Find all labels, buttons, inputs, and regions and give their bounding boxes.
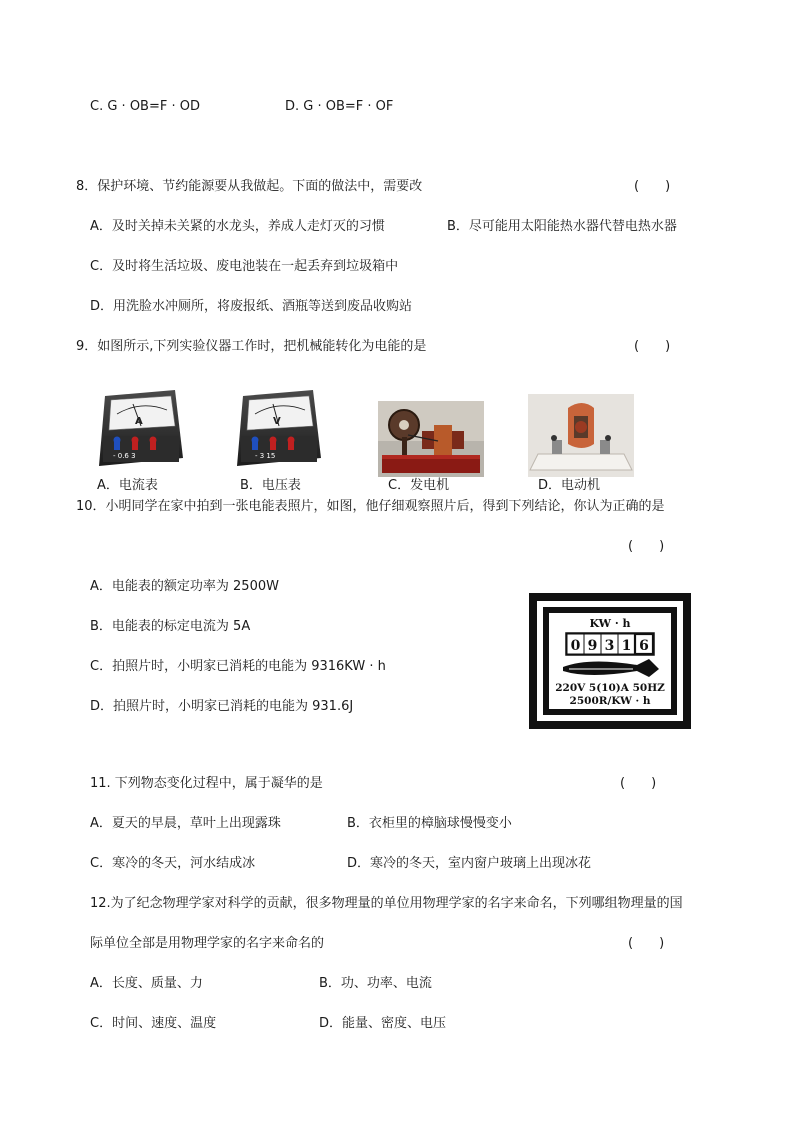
voltmeter-letter: V [273,416,281,427]
meter-spec-line-1: 220V 5(10)A 50HZ [555,682,665,694]
q8-option-a: A．及时关掉未关紧的水龙头，养成人走灯灭的习惯 [90,219,385,234]
meter-digits [567,634,653,654]
q9-caption-b: B．电压表 [240,478,301,493]
generator-image [378,401,484,477]
q7-option-c: C. G · OB=F · OD [90,99,200,114]
q11-answer-paren: ( ) [620,776,657,791]
q10-answer-paren: ( ) [628,539,665,554]
motor-image [528,394,634,477]
q12-option-a: A．长度、质量、力 [90,976,203,991]
meter-digit: 9 [587,638,598,654]
q10-option-b: B．电能表的标定电流为 5A [90,619,251,634]
q8-option-b: B．尽可能用太阳能热水器代替电热水器 [447,219,677,234]
q10-stem: 10．小明同学在家中拍到一张电能表照片，如图，他仔细观察照片后，得到下列结论，你认为正确的是 [76,499,665,514]
q12-option-d: D．能量、密度、电压 [319,1016,447,1031]
q11-option-d: D．寒冷的冬天，室内窗户玻璃上出现冰花 [347,856,592,871]
q12-option-c: C．时间、速度、温度 [90,1016,217,1031]
q12-stem-line-2: 际单位全部是用物理学家的名字来命名的 [90,936,325,951]
q8-answer-paren: ( ) [634,179,671,194]
q12-stem-line-1: 12.为了纪念物理学家对科学的贡献，很多物理量的单位用物理学家的名字来命名，下列哪组物理量的国 [90,896,683,911]
q11-option-a: A．夏天的早晨，草叶上出现露珠 [90,816,281,831]
q10-option-d: D．拍照片时，小明家已消耗的电能为 931.6J [90,699,354,714]
energy-meter-image [529,593,691,729]
ammeter-letter: A [135,416,143,427]
q11-stem: 11. 下列物态变化过程中，属于凝华的是 [90,776,323,791]
q11-option-b: B．衣柜里的樟脑球慢慢变小 [347,816,512,831]
voltmeter-terminal-labels: - 3 15 [255,452,276,460]
meter-digit-decimal: 6 [639,638,649,654]
q8-stem: 8．保护环境、节约能源要从我做起。下面的做法中，需要改 [76,179,423,194]
q9-caption-d: D．电动机 [538,478,601,493]
meter-digit: 0 [570,638,581,654]
q9-answer-paren: ( ) [634,339,671,354]
q7-option-d: D. G · OB=F · OF [285,99,394,114]
ammeter-image [95,388,187,472]
meter-spec-line-2: 2500R/KW · h [569,695,651,707]
meter-unit: KW · h [589,617,631,630]
q11-option-c: C．寒冷的冬天，河水结成冰 [90,856,256,871]
q8-option-d: D．用洗脸水冲厕所，将废报纸、酒瓶等送到废品收购站 [90,299,413,314]
q10-option-c: C．拍照片时，小明家已消耗的电能为 9316KW · h [90,659,386,674]
q12-option-b: B．功、功率、电流 [319,976,432,991]
voltmeter-image [233,388,325,472]
ammeter-terminal-labels: - 0.6 3 [113,452,136,460]
q8-option-c: C．及时将生活垃圾、废电池装在一起丢弃到垃圾箱中 [90,259,399,274]
q10-option-a: A．电能表的额定功率为 2500W [90,579,279,594]
q12-answer-paren: ( ) [628,936,665,951]
meter-digit: 1 [621,638,632,654]
q9-caption-c: C．发电机 [388,478,450,493]
meter-digit: 3 [604,638,615,654]
q9-caption-a: A．电流表 [97,478,158,493]
q9-stem: 9．如图所示,下列实验仪器工作时，把机械能转化为电能的是 [76,339,427,354]
